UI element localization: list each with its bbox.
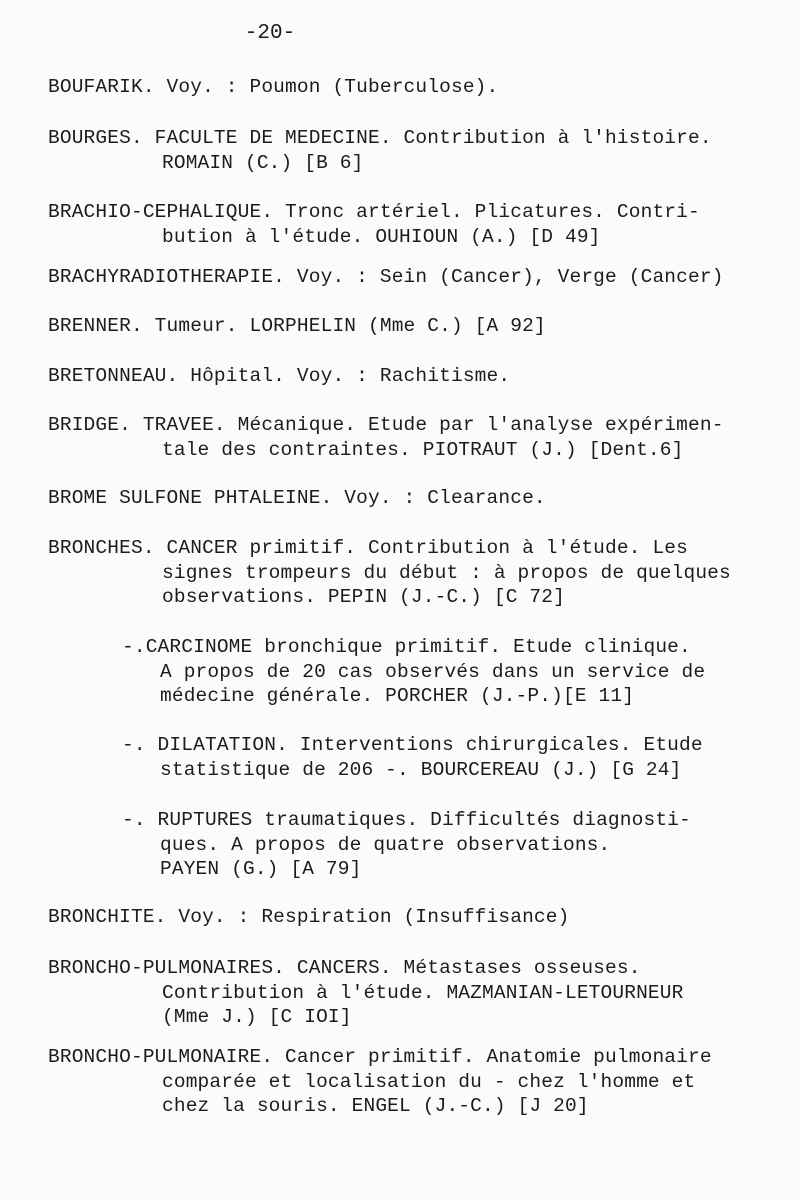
entry-line: BRETONNEAU. Hôpital. Voy. : Rachitisme. (48, 365, 511, 387)
entry-line: tale des contraintes. PIOTRAUT (J.) [Dent.6] (162, 438, 684, 461)
entry-line: comparée et localisation du - chez l'homme et (162, 1070, 696, 1093)
index-entry-bronches (48, 536, 768, 610)
index-entry-bourges (48, 126, 768, 175)
entry-line: A propos de 20 cas observés dans un service de (160, 660, 706, 683)
index-entry-brachio-cephalique (48, 200, 768, 249)
entry-line: ques. A propos de quatre observations. (160, 833, 611, 856)
index-entry-brachyradiotherapie (48, 265, 768, 290)
index-subentry-carcinome (122, 635, 772, 709)
entry-line: -.CARCINOME bronchique primitif. Etude clinique. (122, 636, 691, 658)
entry-line: statistique de 206 -. BOURCEREAU (J.) [G 24] (160, 758, 682, 781)
index-entry-brome-sulfone-phtaleine (48, 486, 768, 511)
index-entry-bridge (48, 413, 768, 462)
index-entry-brenner (48, 314, 768, 339)
index-entry-boufarik (48, 75, 768, 100)
entry-line: BOURGES. FACULTE DE MEDECINE. Contribution à l'histoire. (48, 127, 712, 149)
entry-line: observations. PEPIN (J.-C.) [C 72] (162, 586, 565, 608)
index-entry-broncho-pulmonaires (48, 956, 768, 1030)
page-number: -20- (244, 22, 296, 45)
index-subentry-ruptures (122, 808, 772, 882)
entry-line: BOUFARIK. Voy. : Poumon (Tuberculose). (48, 76, 499, 98)
entry-line: BRONCHO-PULMONAIRES. CANCERS. Métastases osseuses. (48, 957, 641, 979)
index-entry-bronchite (48, 905, 768, 930)
entry-line: BRACHIO-CEPHALIQUE. Tronc artériel. Plicatures. Contri- (48, 201, 700, 223)
entry-line: -. DILATATION. Interventions chirurgicales. Etude (122, 734, 703, 756)
entry-line: bution à l'étude. OUHIOUN (A.) [D 49] (162, 225, 601, 248)
entry-line: BRONCHITE. Voy. : Respiration (Insuffisance) (48, 906, 570, 928)
entry-line: BRACHYRADIOTHERAPIE. Voy. : Sein (Cancer), Verge (Cancer) (48, 266, 724, 288)
entry-line: -. RUPTURES traumatiques. Difficultés diagnosti- (122, 809, 691, 831)
index-entry-broncho-pulmonaire (48, 1045, 768, 1119)
index-entry-bretonneau (48, 364, 768, 389)
entry-line: ROMAIN (C.) [B 6] (162, 151, 364, 174)
entry-line: PAYEN (G.) [A 79] (160, 858, 362, 880)
entry-line: BRONCHO-PULMONAIRE. Cancer primitif. Anatomie pulmonaire (48, 1046, 712, 1068)
entry-line: (Mme J.) [C IOI] (162, 1006, 352, 1028)
entry-line: BRIDGE. TRAVEE. Mécanique. Etude par l'analyse expérimen- (48, 414, 724, 436)
entry-line: BRENNER. Tumeur. LORPHELIN (Mme C.) [A 92] (48, 315, 546, 337)
entry-line: signes trompeurs du début : à propos de quelques (162, 561, 731, 584)
entry-line: chez la souris. ENGEL (J.-C.) [J 20] (162, 1095, 589, 1117)
entry-line: BROME SULFONE PHTALEINE. Voy. : Clearance. (48, 487, 546, 509)
entry-line: BRONCHES. CANCER primitif. Contribution à l'étude. Les (48, 537, 689, 559)
index-subentry-dilatation (122, 733, 772, 782)
entry-line: Contribution à l'étude. MAZMANIAN-LETOURNEUR (162, 981, 684, 1004)
entry-line: médecine générale. PORCHER (J.-P.)[E 11] (160, 685, 635, 707)
